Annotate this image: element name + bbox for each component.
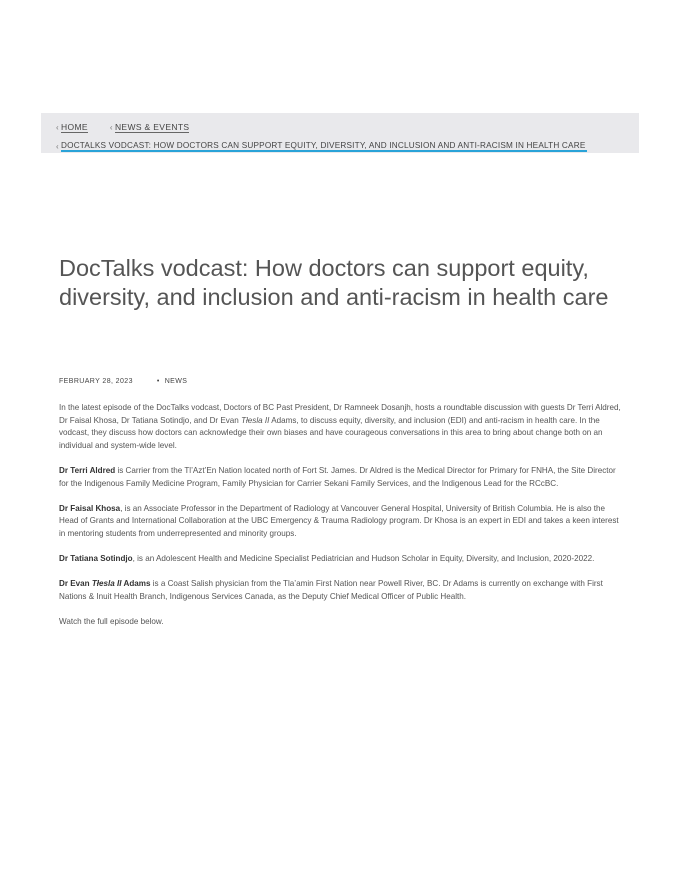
adams-name-post: Adams <box>121 579 151 589</box>
bullet-icon: • <box>156 378 160 385</box>
breadcrumb-current-label: DOCTALKS VODCAST: HOW DOCTORS CAN SUPPORT EQUITY, DIVERSITY, AND INCLUSION AND ANTI-RACISM IN HEALTH CARE <box>61 141 586 150</box>
article-meta <box>59 378 187 385</box>
khosa-paragraph <box>59 503 622 541</box>
page-title: DocTalks vodcast: How doctors can support equity, diversity, and inclusion and anti-racism in health care <box>59 255 609 310</box>
breadcrumb-news-events-label: NEWS & EVENTS <box>114 121 190 132</box>
adams-name <box>59 579 150 588</box>
adams-bio: is a Coast Salish physician from the Tla’amin First Nation near Powell River, BC. Dr Adams is currently on exchange with First Nations & Inuit Health Branch, Indigenous Services Canada, as the Deputy Chief Medical Officer of Public Health. <box>59 579 603 601</box>
closing-paragraph: Watch the full episode below. <box>59 617 164 627</box>
breadcrumb-home-label: HOME <box>61 121 88 132</box>
intro-italic-name: Tłesla II <box>241 415 270 425</box>
breadcrumb-top-row <box>56 121 639 134</box>
chevron-left-icon: ‹ <box>56 142 60 151</box>
breadcrumb <box>41 113 639 153</box>
intro-text-start: In the latest episode of the DocTalks vodcast, Doctors of BC Past President, Dr Ramneek Dosanjh, hosts a roundtable discussion with guests Dr Terri Aldred, Dr Faisal Khosa, Dr Tatiana Sotindjo, and Dr Evan <box>59 403 621 425</box>
aldred-bio: is Carrier from the Tl’Azt’En Nation located north of Fort St. James. Dr Aldred is the Medical Director for Primary for FNHA, the Site Director for the Indigenous Family Medicine Program, Family Physician for Carrier Sekani Family Services, and the Indigenous Lead for the RCcBC. <box>59 465 616 488</box>
breadcrumb-news-events-link[interactable] <box>110 123 189 133</box>
chevron-left-icon: ‹ <box>56 123 60 132</box>
category-tag[interactable] <box>157 378 187 385</box>
breadcrumb-home-link[interactable] <box>56 123 88 133</box>
breadcrumb-current-link[interactable] <box>56 141 587 152</box>
sotindjo-bio: , is an Adolescent Health and Medicine Specialist Pediatrician and Hudson Scholar in Equity, Diversity, and Inclusion, 2020-2022. <box>132 554 595 564</box>
adams-name-italic: Tłesla II <box>91 579 122 589</box>
aldred-name: Dr Terri Aldred <box>59 465 116 475</box>
publish-date: FEBRUARY 28, 2023 <box>59 378 133 385</box>
breadcrumb-current-row <box>56 136 639 151</box>
intro-paragraph <box>59 402 622 452</box>
category-label: NEWS <box>164 378 188 385</box>
adams-name-pre: Dr Evan <box>59 579 92 589</box>
sotindjo-paragraph <box>59 553 622 566</box>
aldred-paragraph <box>59 465 622 490</box>
khosa-bio: , is an Associate Professor in the Department of Radiology at Vancouver General Hospital, University of British Columbia. He is also the Head of Grants and International Collaboration at the UBC Emergency & Trauma Radiology program. Dr Khosa is an expert in EDI and takes a keen interest in mentoring students from underrepresented and minority groups. <box>59 503 619 538</box>
khosa-name: Dr Faisal Khosa <box>59 503 121 513</box>
sotindjo-name: Dr Tatiana Sotindjo <box>59 554 133 564</box>
article-body <box>59 402 622 641</box>
adams-paragraph <box>59 578 622 603</box>
intro-text-end: Adams, to discuss equity, diversity, and inclusion (EDI) and anti-racism in health care. In the vodcast, they discuss how doctors can acknowledge their own biases and have courageous conversations in this area to bring about change both on an individual and system-wide level. <box>59 415 603 450</box>
chevron-left-icon: ‹ <box>109 123 113 132</box>
